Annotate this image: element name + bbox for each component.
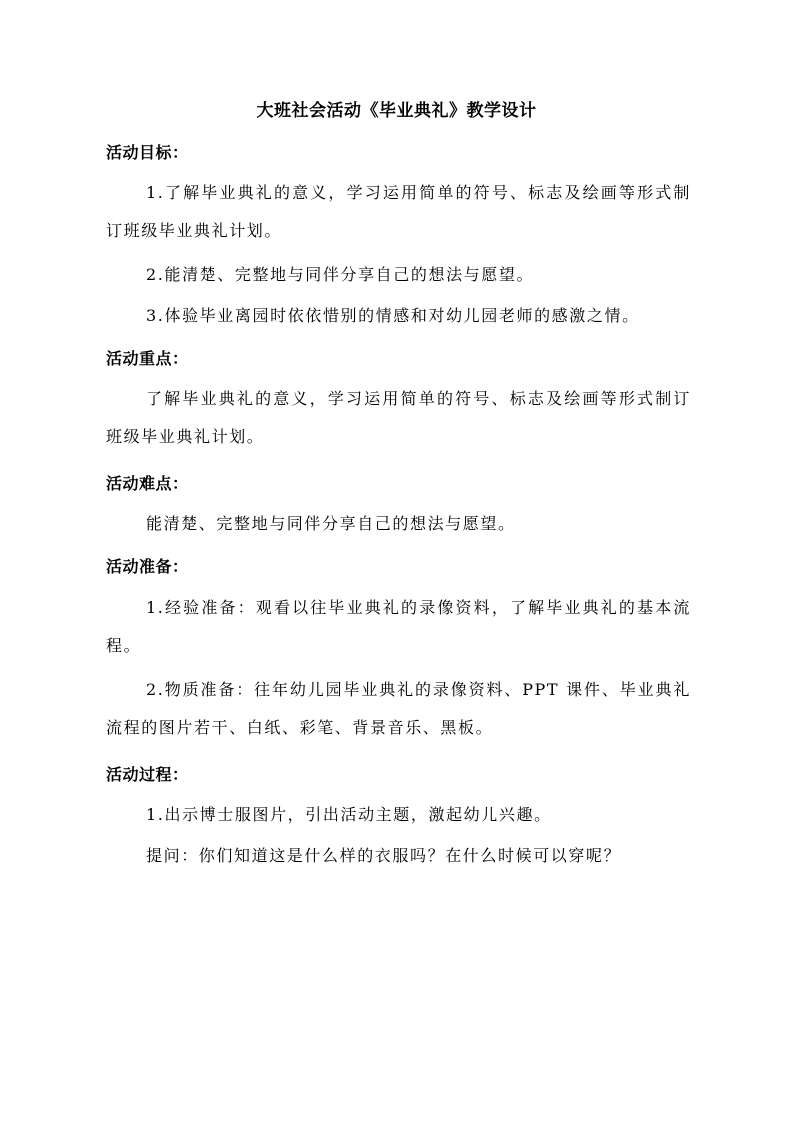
difficulties-text: 能清楚、完整地与同伴分享自己的想法与愿望。: [146, 514, 516, 533]
preparation-item-1: 1.经验准备：观看以往毕业典礼的录像资料，了解毕业典礼的基本流程。: [106, 598, 691, 655]
document-title: 大班社会活动《毕业典礼》教学设计: [256, 101, 537, 121]
preparation-item-2: 2.物质准备：往年幼儿园毕业典礼的录像资料、PPT 课件、毕业典礼流程的图片若干、白纸、彩笔、背景音乐、黑板。: [106, 680, 691, 737]
section-heading-process: 活动过程：: [106, 765, 189, 784]
process-item-1: 1.出示博士服图片，引出活动主题，激起幼儿兴趣。: [146, 805, 552, 824]
section-heading-difficulties: 活动难点：: [106, 474, 189, 493]
section-heading-goals: 活动目标：: [106, 143, 189, 162]
process-question: 提问：你们知道这是什么样的衣服吗？在什么时候可以穿呢？: [146, 846, 622, 865]
key-points-text: 了解毕业典礼的意义，学习运用简单的符号、标志及绘画等形式制订班级毕业典礼计划。: [106, 389, 691, 446]
section-heading-key-points: 活动重点：: [106, 349, 189, 368]
goal-item-2: 2.能清楚、完整地与同伴分享自己的想法与愿望。: [146, 265, 535, 284]
goal-item-1: 1.了解毕业典礼的意义，学习运用简单的符号、标志及绘画等形式制订班级毕业典礼计划。: [106, 183, 691, 240]
section-heading-preparation: 活动准备：: [106, 557, 189, 576]
goal-item-3: 3.体验毕业离园时依依惜别的情感和对幼儿园老师的感激之情。: [146, 306, 640, 325]
